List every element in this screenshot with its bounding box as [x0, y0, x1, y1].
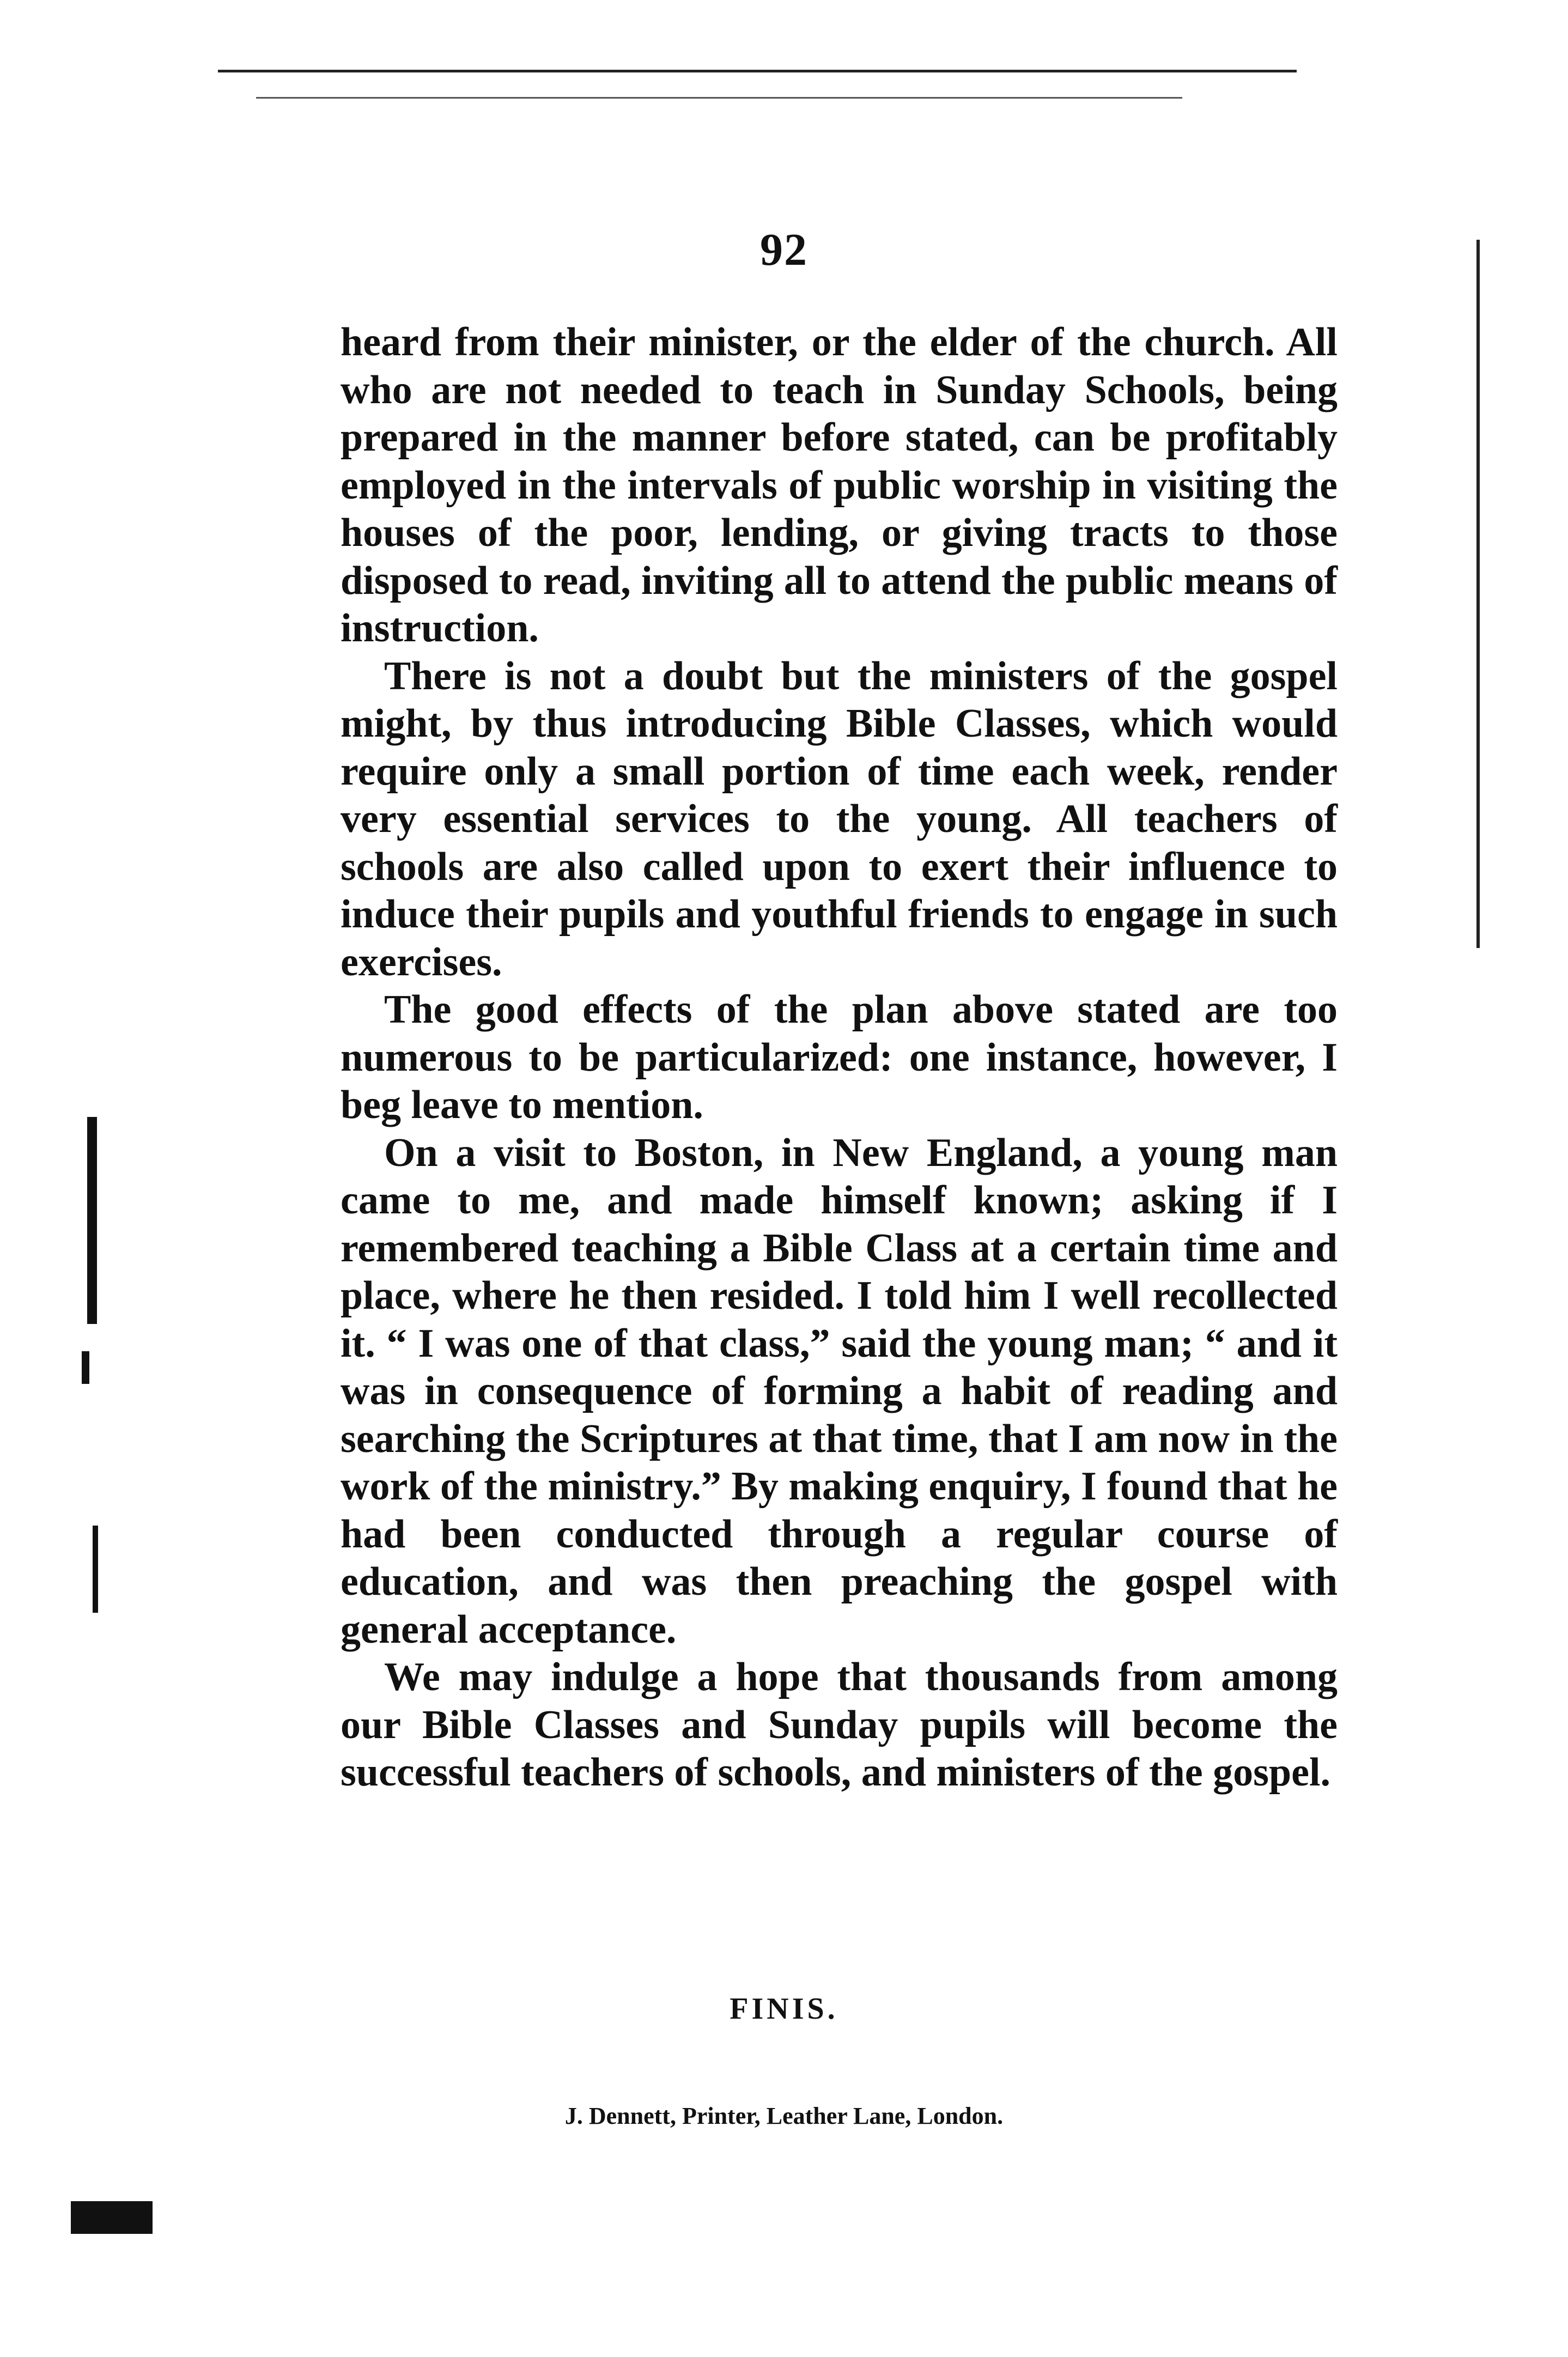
finis-heading: FINIS. — [730, 1992, 838, 2026]
binding-mark — [93, 1526, 98, 1613]
printer-imprint: J. Dennett, Printer, Leather Lane, London. — [564, 2103, 1004, 2129]
scan-smudge — [71, 2201, 153, 2234]
paragraph: There is not a doubt but the ministers of the gospel might, by thus introducing Bible Classes, which would require only a small portion of time each week, render very essential services to the young. All teachers of schools are also called upon to exert their influence to induce their pupils and youthful friends to engage in such exercises. — [341, 653, 1338, 985]
binding-mark — [87, 1117, 97, 1324]
body-text — [341, 319, 1338, 1797]
top-rule-secondary — [256, 97, 1182, 99]
binding-mark — [82, 1351, 89, 1384]
paragraph: We may indulge a hope that thousands from among our Bible Classes and Sunday pupils will become the successful teachers of schools, and ministers of the gospel. — [341, 1655, 1338, 1795]
paragraph: On a visit to Boston, in New England, a young man came to me, and made himself known; asking if I remembered teaching a Bible Class at a certain time and place, where he then resided. I told him I well recollected it. “ I was one of that class,” said the young man; “ and it was in consequence of forming a habit of reading and searching the Scriptures at that time, that I am now in the work of the ministry.” By making enquiry, I found that he had been conducted through a regular course of education, and was then preaching the gospel with general acceptance. — [341, 1130, 1338, 1652]
paragraph: heard from their minister, or the elder of the church. All who are not needed to teach in Sunday Schools, being prepared in the manner before stated, can be profitably employed in the intervals of public worship in visiting the houses of the poor, lending, or giving tracts to those disposed to read, inviting all to attend the public means of instruction. — [341, 320, 1338, 651]
page-number: 92 — [760, 224, 808, 275]
page-edge-right — [1476, 240, 1480, 948]
paragraph: The good effects of the plan above stated are too numerous to be particularized: one instance, however, I beg leave to mention. — [341, 987, 1338, 1127]
top-rule — [218, 70, 1297, 72]
